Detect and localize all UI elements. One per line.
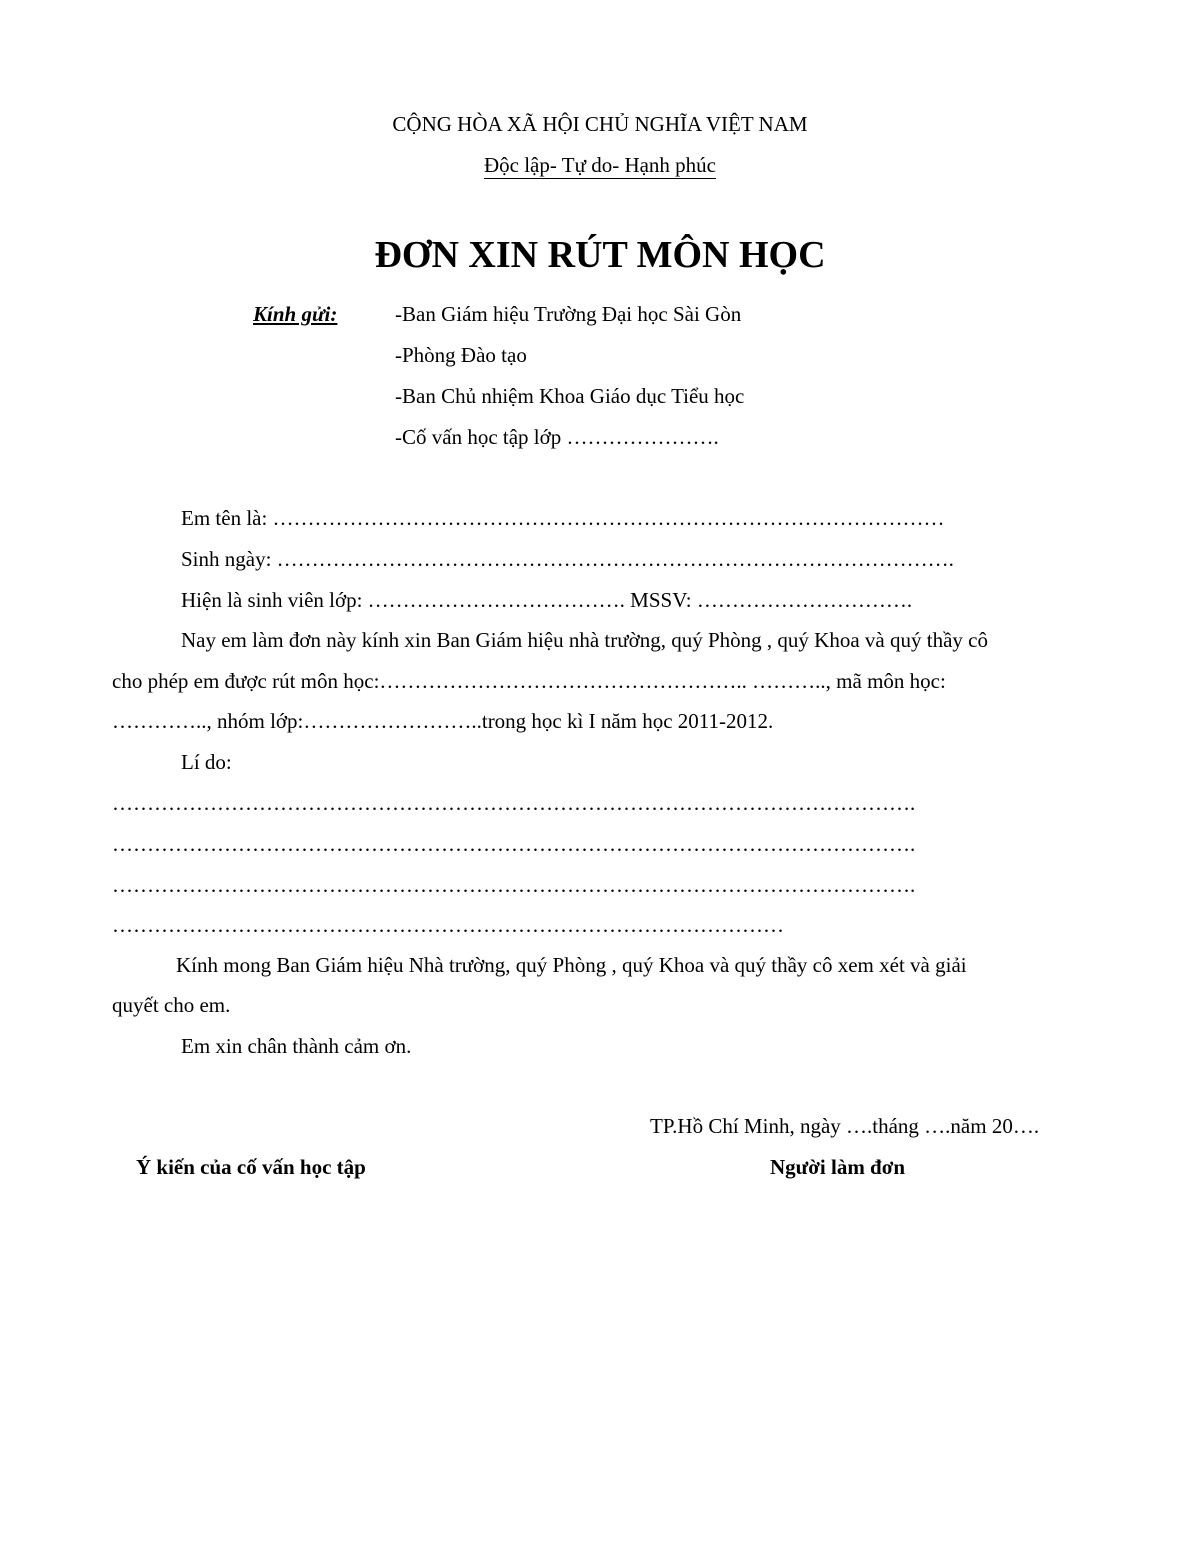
motto-heading: Độc lập- Tự do- Hạnh phúc xyxy=(483,153,716,177)
request-line-2: cho phép em được rút môn học:…………………………………………….. ……….., mã môn học: xyxy=(112,669,946,693)
reason-line: ……………………………………………………………………………………………………. xyxy=(112,832,916,856)
recipient-item-training-office: -Phòng Đào tạo xyxy=(395,343,527,367)
recipient-label: Kính gửi: xyxy=(253,302,338,326)
advisor-opinion-label: Ý kiến của cố vấn học tập xyxy=(136,1155,366,1179)
name-line: Em tên là: …………………………………………………………………………………… xyxy=(181,506,945,530)
closing-line-2: quyết cho em. xyxy=(112,993,231,1017)
closing-line-1: Kính mong Ban Giám hiệu Nhà trường, quý Phòng , quý Khoa và quý thầy cô xem xét và giải xyxy=(176,953,967,977)
applicant-label: Người làm đơn xyxy=(770,1155,906,1179)
recipient-item-faculty: -Ban Chủ nhiệm Khoa Giáo dục Tiểu học xyxy=(395,384,745,408)
reason-line: ……………………………………………………………………………………………………. xyxy=(112,791,916,815)
class-line: Hiện là sinh viên lớp: ………………………………. MSSV: …………………………. xyxy=(181,588,913,612)
reason-line: …………………………………………………………………………………… xyxy=(112,913,784,937)
thanks-line: Em xin chân thành cảm ơn. xyxy=(181,1034,412,1058)
birth-line: Sinh ngày: ……………………………………………………………………………………. xyxy=(181,547,954,571)
recipient-item-advisor: -Cố vấn học tập lớp …………………. xyxy=(395,425,719,449)
recipient-item-school: -Ban Giám hiệu Trường Đại học Sài Gòn xyxy=(395,302,742,326)
request-line-3: ………….., nhóm lớp:……………………..trong học kì I năm học 2011-2012. xyxy=(112,709,774,733)
reason-line: ……………………………………………………………………………………………………. xyxy=(112,873,916,897)
reason-label: Lí do: xyxy=(181,750,232,774)
request-line-1: Nay em làm đơn này kính xin Ban Giám hiệu nhà trường, quý Phòng , quý Khoa và quý thầy cô xyxy=(181,628,988,652)
country-heading: CỘNG HÒA XÃ HỘI CHỦ NGHĨA VIỆT NAM xyxy=(392,112,808,136)
document-title: ĐƠN XIN RÚT MÔN HỌC xyxy=(374,234,826,276)
motto-wrapper xyxy=(0,155,1200,179)
place-date-line: TP.Hồ Chí Minh, ngày ….tháng ….năm 20…. xyxy=(650,1114,1040,1138)
